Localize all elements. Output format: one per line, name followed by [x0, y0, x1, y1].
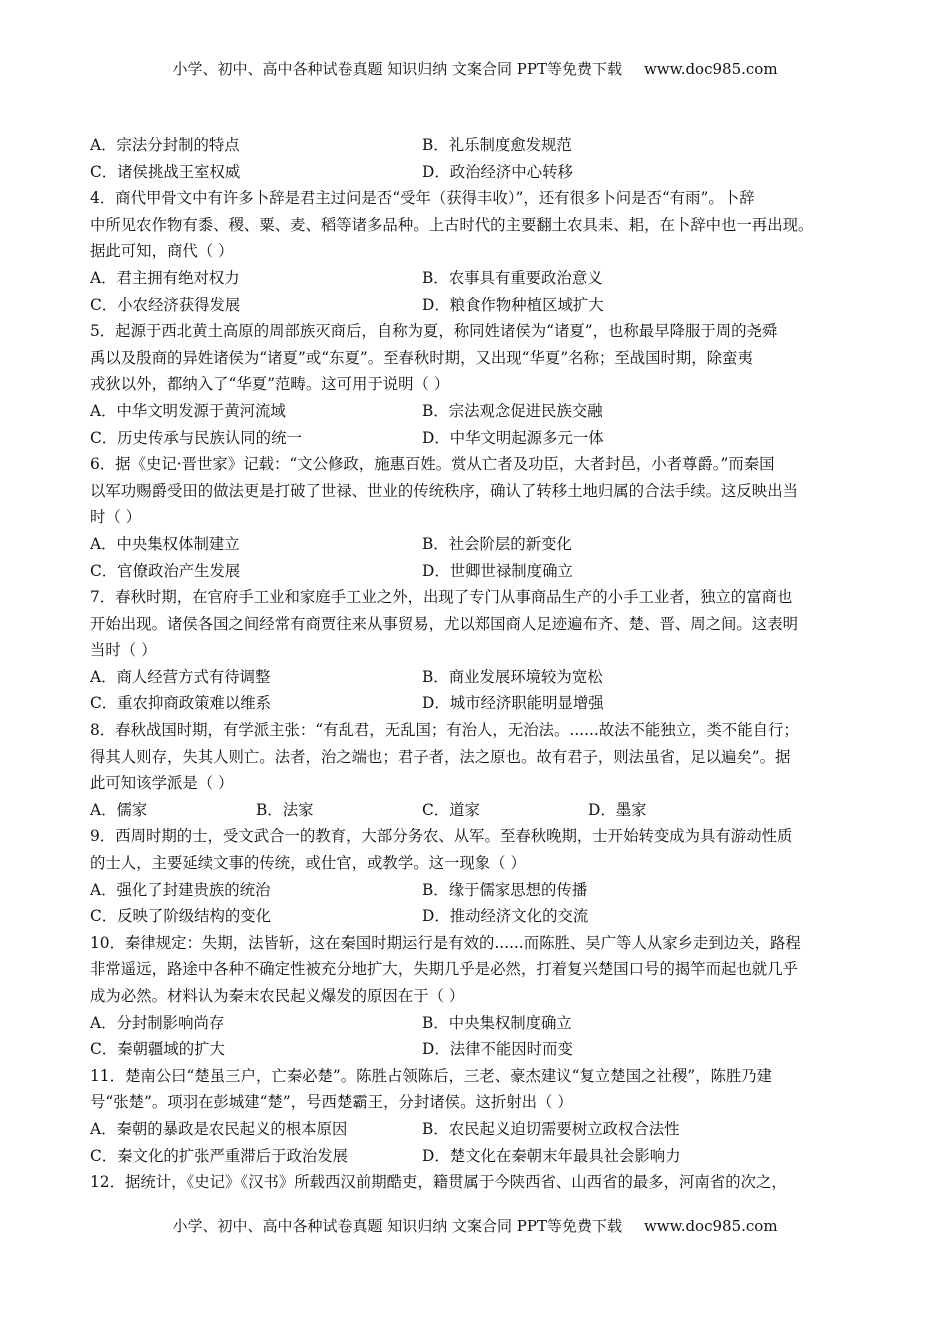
q3-option-a: A．宗法分封制的特点: [90, 136, 240, 154]
q10-line-3: 成为必然。材料认为秦末农民起义爆发的原因在于（ ）: [90, 987, 465, 1005]
q8-option-c: C．道家: [422, 800, 480, 819]
q5-option-a: A．中华文明发源于黄河流域: [90, 401, 286, 420]
q4-option-d: D．粮食作物种植区域扩大: [422, 295, 604, 314]
q7-options-row-1: [90, 664, 870, 691]
q9-options-row-1: [90, 877, 870, 904]
question-4-stem: [90, 185, 870, 265]
q10-line-2: 非常遥远，路途中各种不确定性被充分地扩大，失期几乎是必然，打着复兴楚国口号的揭竿而起也就几乎: [90, 960, 798, 979]
q4-option-a: A．君主拥有绝对权力: [90, 268, 240, 287]
q10-line-1: 10．秦律规定：失期，法皆斩，这在秦国时期运行是有效的......而陈胜、吴广等人从家乡走到边关，路程: [90, 933, 801, 952]
q5-line-2: 禹以及殷商的异姓诸侯为“诸夏”或“东夏”。至春秋时期，又出现“华夏”名称；至战国时期，除蛮夷: [90, 348, 753, 367]
q5-options-row-1: [90, 398, 870, 425]
q10-options-row-2: [90, 1036, 870, 1063]
q10-option-c: C．秦朝疆域的扩大: [90, 1040, 225, 1059]
q6-line-1: 6．据《史记·晋世家》记载：“文公修政，施惠百姓。赏从亡者及功臣，大者封邑，小者尊爵。”而秦国: [90, 455, 775, 474]
q3-option-d: D．政治经济中心转移: [422, 162, 573, 181]
footer-text: 小学、初中、高中各种试卷真题 知识归纳 文案合同 PPT等免费下载: [172, 1217, 622, 1235]
q3-options-row-2: [90, 159, 870, 186]
q4-option-b: B．农事具有重要政治意义: [422, 268, 603, 287]
q4-option-c: C．小农经济获得发展: [90, 295, 241, 314]
q8-option-a: A．儒家: [90, 800, 148, 819]
q8-line-2: 得其人则存，失其人则亡。法者，治之端也；君子者，法之原也。故有君子，则法虽省，足以遍矣”。据: [90, 747, 791, 766]
q11-line-2: 号“张楚”。项羽在彭城建“楚”，号西楚霸王，分封诸侯。这折射出（ ）: [90, 1093, 573, 1112]
q5-line-3: 戎狄以外，都纳入了“华夏”范畴。这可用于说明（ ）: [90, 375, 450, 394]
question-6-stem: [90, 451, 870, 531]
q11-line-1: 11．楚南公曰“楚虽三户，亡秦必楚”。陈胜占领陈后，三老、豪杰建议“复立楚国之社稷”，陈胜乃建: [90, 1066, 773, 1085]
q6-option-d: D．世卿世禄制度确立: [422, 561, 573, 580]
question-11-stem: [90, 1063, 870, 1116]
q6-options-row-1: [90, 531, 870, 558]
q6-line-2: 以军功赐爵受田的做法更是打破了世禄、世业的传统秩序，确认了转移土地归属的合法手续。这反映出当: [90, 481, 798, 500]
q8-line-1: 8．春秋战国时期，有学派主张：“有乱君，无乱国；有治人，无治法。......故法不能独立，类不能自行；: [90, 721, 799, 740]
q5-option-d: D．中华文明起源多元一体: [422, 428, 604, 447]
q4-line-1: 4．商代甲骨文中有许多卜辞是君主过问是否“受年（获得丰收）”，还有很多卜问是否“有雨”。卜辞: [90, 189, 755, 208]
q9-option-c: C．反映了阶级结构的变化: [90, 907, 272, 926]
q6-line-3: 时（ ）: [90, 508, 142, 527]
q5-line-1: 5．起源于西北黄土高原的周部族灭商后，自称为夏，称同姓诸侯为“诸夏”，也称最早降服于周的尧舜: [90, 322, 778, 341]
q6-options-row-2: [90, 558, 870, 585]
q9-option-b: B．缘于儒家思想的传播: [422, 880, 588, 899]
q7-line-2: 开始出现。诸侯各国之间经常有商贾往来从事贸易，尤以郑国商人足迹遍布齐、楚、晋、周之间。这表明: [90, 614, 798, 633]
q6-option-a: A．中央集权体制建立: [90, 534, 240, 553]
q10-option-a: A．分封制影响尚存: [90, 1013, 225, 1032]
q10-options-row-1: [90, 1010, 870, 1037]
footer-site[interactable]: www.doc985.com: [643, 1217, 778, 1235]
q7-options-row-2: [90, 690, 870, 717]
q9-options-row-2: [90, 903, 870, 930]
q7-option-a: A．商人经营方式有待调整: [90, 667, 271, 686]
q11-option-d: D．楚文化在秦朝末年最具社会影响力: [422, 1146, 681, 1165]
question-7-stem: [90, 584, 870, 664]
q11-option-b: B．农民起义迫切需要树立政权合法性: [422, 1119, 680, 1138]
q7-option-b: B．商业发展环境较为宽松: [422, 667, 603, 686]
q7-option-d: D．城市经济职能明显增强: [422, 694, 604, 713]
page-header: [0, 58, 950, 79]
q11-option-a: A．秦朝的暴政是农民起义的根本原因: [90, 1119, 348, 1138]
q3-options-row-1: [90, 132, 870, 159]
q10-option-d: D．法律不能因时而变: [422, 1040, 573, 1059]
page-footer: [0, 1215, 950, 1236]
q5-options-row-2: [90, 425, 870, 452]
q9-line-2: 的士人，主要延续文事的传统，或仕官，或教学。这一现象（ ）: [90, 854, 526, 873]
q4-line-3: 据此可知，商代（ ）: [90, 242, 234, 261]
q8-option-b: B．法家: [256, 800, 314, 819]
q7-option-c: C．重农抑商政策难以维系: [90, 694, 272, 713]
question-content: [90, 132, 870, 1196]
q8-line-3: 此可知该学派是（ ）: [90, 774, 234, 793]
question-9-stem: [90, 823, 870, 876]
q5-option-c: C．历史传承与民族认同的统一: [90, 428, 302, 447]
q8-options-row: [90, 797, 870, 824]
q12-line-1: 12．据统计，《史记》《汉书》所载西汉前期酷吏，籍贯属于今陕西省、山西省的最多，河南省的次之，: [90, 1173, 787, 1192]
q11-option-c: C．秦文化的扩张严重滞后于政治发展: [90, 1146, 349, 1165]
header-text: 小学、初中、高中各种试卷真题 知识归纳 文案合同 PPT等免费下载: [172, 60, 622, 78]
q4-options-row-1: [90, 265, 870, 292]
q9-option-a: A．强化了封建贵族的统治: [90, 880, 271, 899]
question-10-stem: [90, 930, 870, 1010]
q10-option-b: B．中央集权制度确立: [422, 1013, 572, 1032]
q6-option-b: B．社会阶层的新变化: [422, 534, 572, 553]
q4-options-row-2: [90, 292, 870, 319]
question-5-stem: [90, 318, 870, 398]
q3-option-b: B．礼乐制度愈发规范: [422, 136, 572, 154]
q11-options-row-2: [90, 1143, 870, 1170]
q9-line-1: 9．西周时期的士，受文武合一的教育，大部分务农、从军。至春秋晚期，士开始转变成为具有游动性质: [90, 827, 793, 846]
q9-option-d: D．推动经济文化的交流: [422, 907, 589, 926]
q7-line-3: 当时（ ）: [90, 641, 157, 660]
question-8-stem: [90, 717, 870, 797]
q7-line-1: 7．春秋时期，在官府手工业和家庭手工业之外，出现了专门从事商品生产的小手工业者，独立的富商也: [90, 588, 793, 607]
q11-options-row-1: [90, 1116, 870, 1143]
q3-option-c: C．诸侯挑战王室权威: [90, 162, 241, 181]
q6-option-c: C．官僚政治产生发展: [90, 561, 241, 580]
q8-option-d: D．墨家: [588, 800, 647, 819]
question-12-stem: [90, 1169, 870, 1196]
header-site[interactable]: www.doc985.com: [643, 60, 778, 78]
q5-option-b: B．宗法观念促进民族交融: [422, 401, 603, 420]
q4-line-2: 中所见农作物有黍、稷、粟、麦、稻等诸多品种。上古时代的主要翻土农具耒、耜，在卜辞中也一再出现。: [90, 215, 814, 234]
